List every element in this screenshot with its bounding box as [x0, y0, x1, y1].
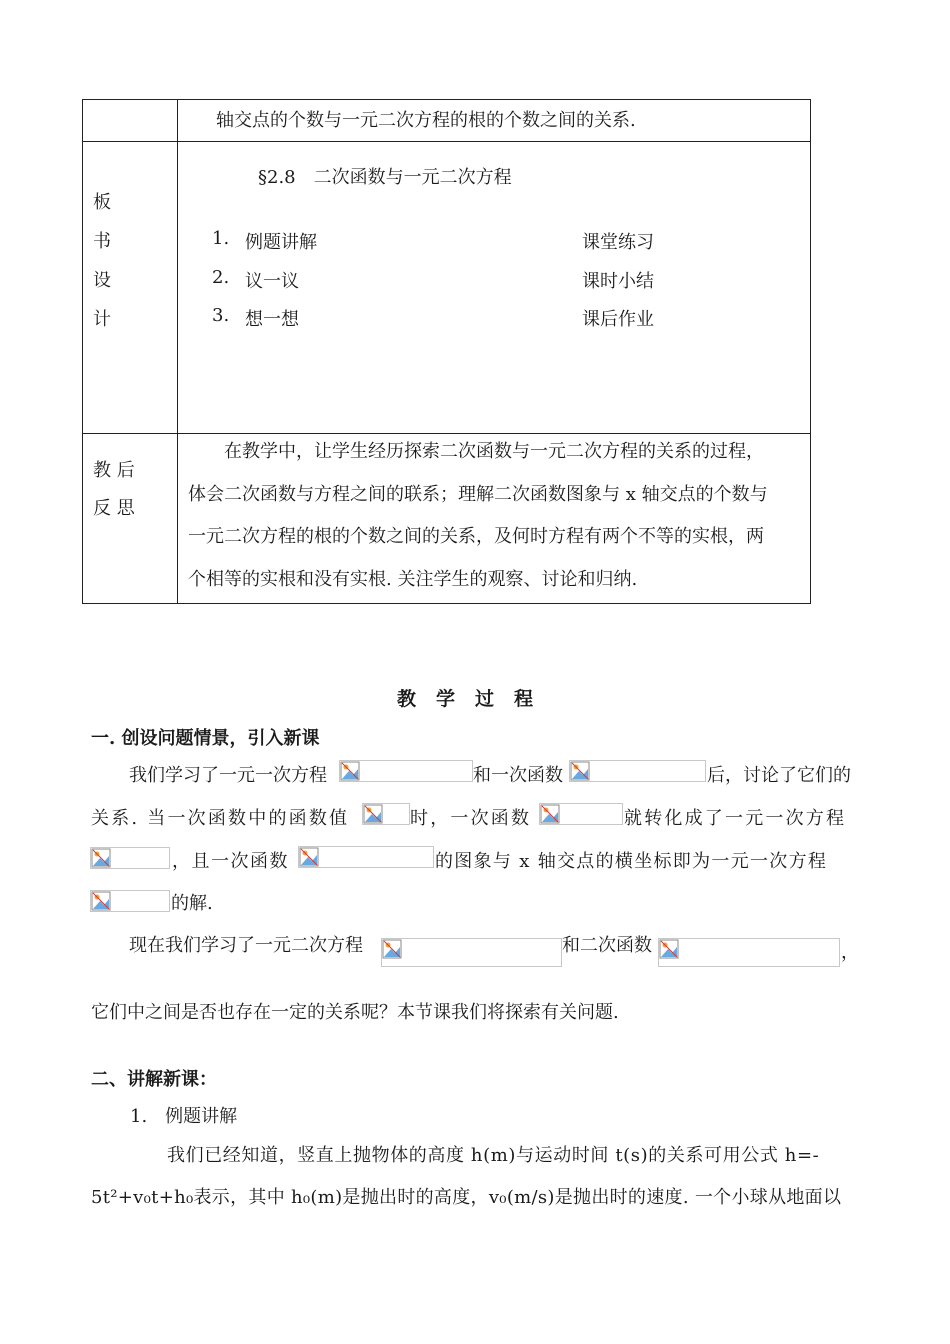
s1-text: 我们学习了一元一次方程	[129, 765, 327, 786]
section1-heading: 一. 创设问题情景，引入新课	[91, 728, 320, 749]
broken-image-icon	[382, 939, 402, 959]
section2-heading: 二、讲解新课：	[91, 1069, 217, 1090]
board-item-text: 例题讲解	[245, 232, 317, 253]
s1-text: ，	[841, 942, 859, 963]
s2-subheading: 1. 例题讲解	[130, 1106, 238, 1127]
formula-image	[539, 803, 623, 825]
formula-image	[381, 938, 562, 967]
s1-text: 后，讨论了它们的	[707, 765, 851, 786]
broken-image-icon	[659, 939, 679, 959]
board-design-content	[178, 142, 811, 434]
formula-image	[658, 938, 840, 967]
broken-image-icon	[540, 804, 560, 824]
formula-image	[90, 890, 170, 912]
board-item-right: 课时小结	[582, 271, 654, 292]
board-design-label	[83, 142, 178, 434]
board-item-text: 想一想	[245, 309, 299, 330]
broken-image-icon	[570, 761, 590, 781]
formula-image	[339, 760, 473, 782]
reflection-content	[178, 434, 811, 604]
formula-image	[569, 760, 706, 782]
board-item-text: 议一议	[245, 271, 299, 292]
reflection-line: 个相等的实根和没有实根. 关注学生的观察、讨论和归纳.	[188, 569, 638, 590]
s1-text: 和一次函数	[473, 765, 563, 786]
board-item-num: 2.	[212, 267, 230, 288]
s2-text: 5t²+v₀t+h₀表示，其中 h₀(m)是抛出时的高度，v₀(m/s)是抛出时的速度. 一个小球从地面以	[91, 1187, 842, 1208]
formula-image	[298, 846, 434, 868]
board-item-right: 课堂练习	[582, 232, 654, 253]
broken-image-icon	[299, 847, 319, 867]
s1-text: 现在我们学习了一元二次方程	[129, 935, 363, 956]
lesson-table	[82, 99, 811, 604]
s1-text: 关系. 当一次函数中的函数值	[91, 808, 350, 829]
s1-text: 和二次函数	[562, 935, 652, 956]
reflection-label	[83, 434, 178, 604]
board-label-char: 板	[93, 192, 111, 213]
reflection-line: 在教学中，让学生经历探索二次函数与一元二次方程的关系的过程，	[224, 441, 764, 462]
reflection-line: 一元二次方程的根的个数之间的关系，及何时方程有两个不等的实根，两	[188, 526, 764, 547]
formula-image	[90, 847, 170, 869]
s1-text: ，且一次函数	[172, 851, 289, 872]
s1-text: 的图象与 x 轴交点的横坐标即为一元一次方程	[435, 851, 828, 872]
s2-text: 我们已经知道，竖直上抛物体的高度 h(m)与运动时间 t(s)的关系可用公式 h=-	[167, 1145, 820, 1166]
reflection-label-line: 教 后	[93, 460, 135, 481]
table-content-cell	[178, 100, 811, 142]
s1-text: 就转化成了一元一次方程	[624, 808, 847, 829]
board-heading: §2.8 二次函数与一元二次方程	[258, 167, 512, 188]
board-label-char: 计	[93, 309, 111, 330]
s1-text: 它们中之间是否也存在一定的关系呢？本节课我们将探索有关问题.	[91, 1002, 619, 1023]
s1-text: 的解.	[171, 893, 213, 914]
broken-image-icon	[91, 891, 111, 911]
process-title: 教学过程	[396, 688, 553, 710]
reflection-label-line: 反 思	[93, 498, 135, 519]
board-item-num: 1.	[212, 228, 230, 249]
s1-text: 时，一次函数	[410, 808, 532, 829]
row1-text: 轴交点的个数与一元二次方程的根的个数之间的关系.	[216, 110, 636, 131]
broken-image-icon	[91, 848, 111, 868]
board-label-char: 书	[93, 231, 111, 252]
broken-image-icon	[363, 804, 383, 824]
table-label-cell	[83, 100, 178, 142]
board-item-num: 3.	[212, 305, 230, 326]
formula-image	[362, 803, 410, 825]
board-label-char: 设	[93, 270, 111, 291]
reflection-line: 体会二次函数与方程之间的联系；理解二次函数图象与 x 轴交点的个数与	[188, 484, 768, 505]
broken-image-icon	[340, 761, 360, 781]
board-item-right: 课后作业	[582, 309, 654, 330]
